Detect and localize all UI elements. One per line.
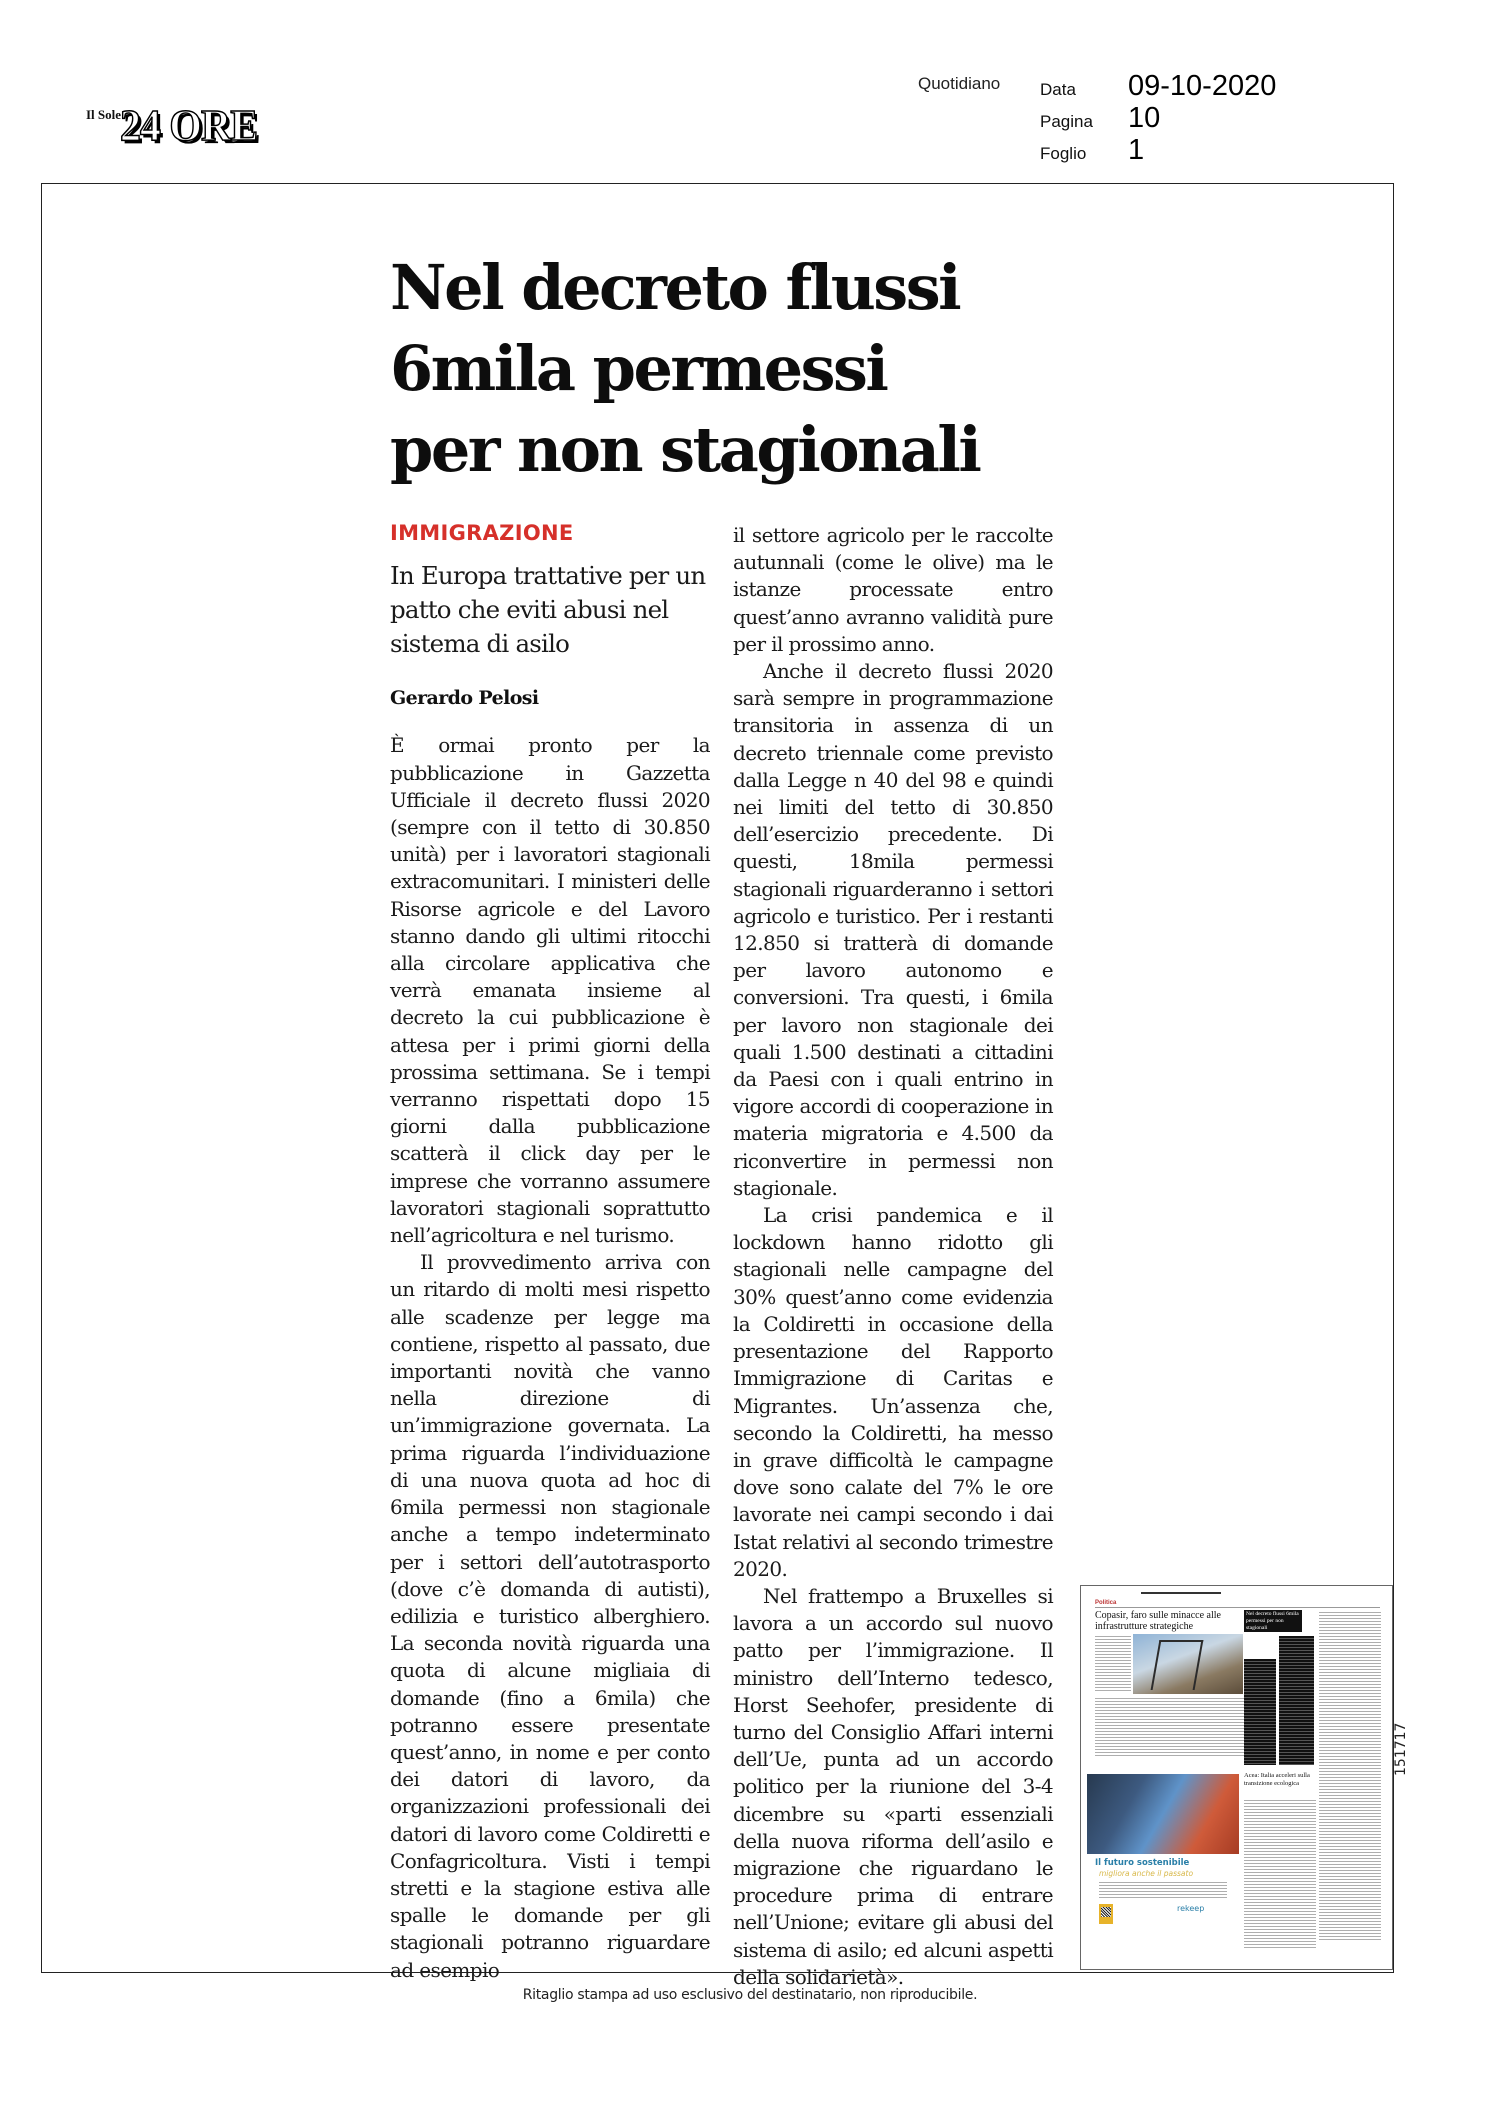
- thumb-text-block: [1319, 1612, 1381, 1942]
- clipping-code: 151717: [1393, 1722, 1409, 1776]
- date-row: [1040, 70, 1276, 103]
- thumb-photo-pylon: [1133, 1634, 1243, 1694]
- body-paragraph: La crisi pandemica e il lockdown hanno ridotto gli stagionali nelle campagne del 30% quest’anno come evidenzia la Coldiretti in occasione della presentazione del Rapporto Immigrazione di Caritas e Migrantes. Un’assenza che, secondo la Coldiretti, ha messo in grave difficoltà le campagne dove sono calate del 7% le ore lavorate nei campi secondo i dai Istat relativi al secondo trimestre 2020.: [733, 1203, 1053, 1581]
- thumb-main-headline: Copasir, faro sulle minacce alle infrastrutture strategiche: [1095, 1610, 1221, 1632]
- masthead-name: 24 ORE: [120, 101, 258, 150]
- thumb-ad-photo: [1087, 1774, 1239, 1854]
- thumb-dark-column: [1279, 1636, 1314, 1765]
- sheet-label: Foglio: [1040, 144, 1087, 163]
- thumb-rule: [1095, 1607, 1380, 1608]
- headline-line: Nel decreto flussi: [390, 251, 960, 324]
- thumb-ad-text: [1099, 1882, 1227, 1900]
- body-paragraph: Il provvedimento arriva con un ritardo di molti mesi rispetto alle scadenze per legge ma contiene, rispetto al passato, due importanti novità che vanno nella direzione di un’immigrazione governata. La prima riguarda l’individuazione di una nuova quota ad hoc di 6mila permessi non stagionale anche a tempo indeterminato per i settori dell’autotrasporto (dove c’è domanda di autisti), edilizia e turistico alberghiero. La seconda novità riguarda una quota di alcune migliaia di domande (fino a 6mila) che potranno essere presentate quest’anno, in nome e per conto dei datori di lavoro, da organizzazioni professionali dei datori di lavoro come Coldiretti e Confagricoltura. Visti i tempi stretti e la stagione estiva alle spalle le domande per gli stagionali potranno riguardare ad esempio: [390, 1250, 710, 1982]
- page-value: 10: [1128, 102, 1161, 134]
- body-paragraph: Anche il decreto flussi 2020 sarà sempre in programmazione transitoria in assenza di un decreto triennale come previsto dalla Legge n 40 del 98 e quindi nei limiti del tetto di 30.850 dell’esercizio precedente. Di questi, 18mila permessi stagionali riguarderanno i settori agricolo e turistico. Per i restanti 12.850 si tratterà di domande per lavoro autonomo e conversioni. Tra questi, i 6mila per lavoro non stagionale dei quali 1.500 destinati a cittadini da Paesi con i quali entrino in vigore accordi di cooperazione in materia migratoria e 4.500 da riconvertire in permessi non stagionale.: [733, 659, 1053, 1200]
- body-paragraph: È ormai pronto per la pubblicazione in Gazzetta Ufficiale il decreto flussi 2020 (sempre con il tetto di 30.850 unità) per i lavoratori stagionali extracomunitari. I ministeri delle Risorse agricole e del Lavoro stanno dando gli ultimi ritocchi alla circolare applicativa che verrà emanata insieme al decreto la cui pubblicazione è attesa per i primi giorni della prossima settimana. Se i tempi verranno rispettati dopo 15 giorni dalla pubblicazione scatterà il click day per le imprese che vorranno assumere lavoratori stagionali soprattutto nell’agricoltura e nel turismo.: [390, 733, 710, 1248]
- qr-code-icon: [1099, 1904, 1113, 1924]
- body-paragraph: Nel frattempo a Bruxelles si lavora a un accordo sul nuovo patto per l’immigrazione. Il ministro dell’Interno tedesco, Horst Seehofer, presidente di turno del Consiglio Affari interni dell’Ue, punta ad un accordo politico per la riunione del 3-4 dicembre su «parti essenziali della nuova riforma dell’asilo e migrazione che riguardano le procedure prima di entrare nell’Unione; evitare gli abusi del sistema di asilo; ed alcuni aspetti della solidarietà».: [733, 1583, 1053, 1989]
- page-label: Pagina: [1040, 112, 1093, 131]
- date-label: Data: [1040, 80, 1076, 99]
- thumb-text-block: [1244, 1800, 1316, 1950]
- article-subhead: In Europa trattative per un patto che eviti abusi nel sistema di asilo: [390, 561, 706, 659]
- thumb-text-block: [1095, 1636, 1131, 1692]
- headline-line: per non stagionali: [390, 413, 980, 486]
- masthead-prefix: Il Sole: [86, 107, 122, 122]
- publication-type: Quotidiano: [918, 74, 1001, 93]
- thumb-ad-subtitle: migliora anche il passato: [1099, 1869, 1194, 1878]
- page-thumbnail: [1080, 1585, 1393, 1970]
- thumb-ad-title: Il futuro sostenibile: [1095, 1858, 1190, 1868]
- body-paragraph: il settore agricolo per le raccolte autunnali (come le olive) ma le istanze processate entro quest’anno avranno validità pure per il prossimo anno.: [733, 523, 1053, 656]
- article-headline: [390, 247, 1010, 490]
- thumb-ad-brand: rekeep: [1177, 1904, 1205, 1913]
- article-column-left: [390, 520, 710, 1984]
- thumb-section-label: Politica: [1095, 1600, 1117, 1606]
- thumb-boxed-headline: Nel decreto flussi 6mila permessi per non stagionali: [1244, 1610, 1302, 1632]
- thumb-dark-column: [1244, 1659, 1276, 1765]
- sheet-row: [1040, 134, 1144, 167]
- thumb-text-block: [1095, 1698, 1245, 1756]
- page-row: [1040, 102, 1160, 135]
- thumb-rule: [1141, 1592, 1221, 1594]
- article-column-right: [733, 522, 1053, 1991]
- thumb-second-headline: Acea: Italia acceleri sulla transizione ecologica: [1244, 1772, 1310, 1787]
- sheet-value: 1: [1128, 134, 1145, 166]
- section-kicker: IMMIGRAZIONE: [390, 521, 574, 545]
- author-byline: Gerardo Pelosi: [390, 687, 539, 710]
- headline-line: 6mila permessi: [390, 332, 887, 405]
- date-value: 09-10-2020: [1128, 70, 1277, 102]
- footer-notice: Ritaglio stampa ad uso esclusivo del destinatario, non riproducibile.: [522, 1987, 978, 2003]
